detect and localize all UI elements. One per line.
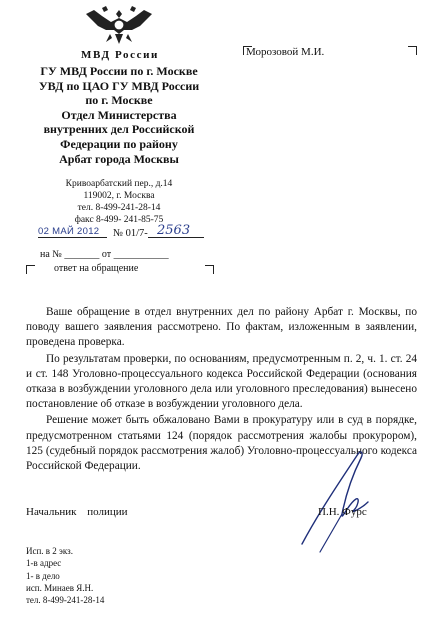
number-underline [148, 237, 204, 238]
office-name-block [14, 64, 224, 166]
recipient-name: Морозовой М.И. [246, 46, 325, 58]
footer-line: 1-в адрес [26, 558, 62, 569]
handwritten-number: 2563 [157, 223, 191, 238]
body-paragraph: По результатам проверки, по основаниям, предусмотренным п. 2, ч. 1. ст. 24 и ст. 148 Уголовно-процессуального кодекса Российской Федерации (основания отказа в возбуждении уголовного дела или уголовного преследования) вынесено постановление об отказе в возбуждении уголовного дела. [26, 352, 417, 411]
office-line: УВД по ЦАО ГУ МВД России [38, 78, 200, 93]
corner-bracket-left [26, 265, 35, 274]
corner-bracket-right [408, 46, 417, 55]
handwritten-signature [298, 444, 393, 554]
footer-line: тел. 8-499-241-28-14 [26, 595, 105, 606]
reply-subject: ответ на обращение [54, 263, 139, 274]
office-line: Федерации по району [60, 136, 178, 151]
office-line: ГУ МВД России по г. Москве [40, 64, 198, 78]
fax-line: факс 8-499- 241-85-75 [74, 215, 164, 225]
reference-line: на № _______ от ___________ [40, 249, 169, 260]
address-block [14, 178, 224, 226]
date-stamp: 02 МАЙ 2012 [38, 226, 100, 237]
signatory-position: Начальник полиции [26, 506, 128, 518]
signatory-name: П.Н. Фурс [318, 506, 367, 518]
footer-line: 1- в дело [26, 570, 60, 581]
footer-line: исп. Минаев Я.Н. [26, 582, 94, 593]
office-line: по г. Москве [85, 93, 153, 108]
ministry-title: МВД России [80, 49, 159, 61]
phone-line: тел. 8-499-241-28-14 [77, 203, 161, 213]
body-paragraph: Ваше обращение в отдел внутренних дел по району Арбат г. Москвы, по поводу вашего заявления рассмотрено. По фактам, изложенным в заявлении, проведена проверка. [26, 306, 417, 349]
office-line: Арбат города Москвы [59, 151, 179, 166]
address-line: 119002, г. Москва [83, 191, 155, 201]
double-headed-eagle-emblem-icon [82, 4, 156, 48]
office-line: Отдел Министерства [61, 107, 177, 122]
executor-footer [26, 545, 104, 606]
date-underline [38, 237, 107, 238]
office-line: внутренних дел Российской [43, 122, 195, 137]
corner-bracket-right [205, 265, 214, 274]
outgoing-number-label: № 01/7- [113, 228, 148, 239]
address-line: Кривоарбатский пер., д.14 [65, 179, 173, 189]
body-paragraph: Решение может быть обжаловано Вами в прокуратуру или в суд в порядке, предусмотренном статьями 124 (порядок рассмотрения жалобы прокурором), 125 (судебный порядок рассмотрения жалоб) Уголовно-процессуального кодекса Российской Федерации. [26, 414, 417, 473]
footer-line: Исп. в 2 экз. [26, 546, 73, 556]
